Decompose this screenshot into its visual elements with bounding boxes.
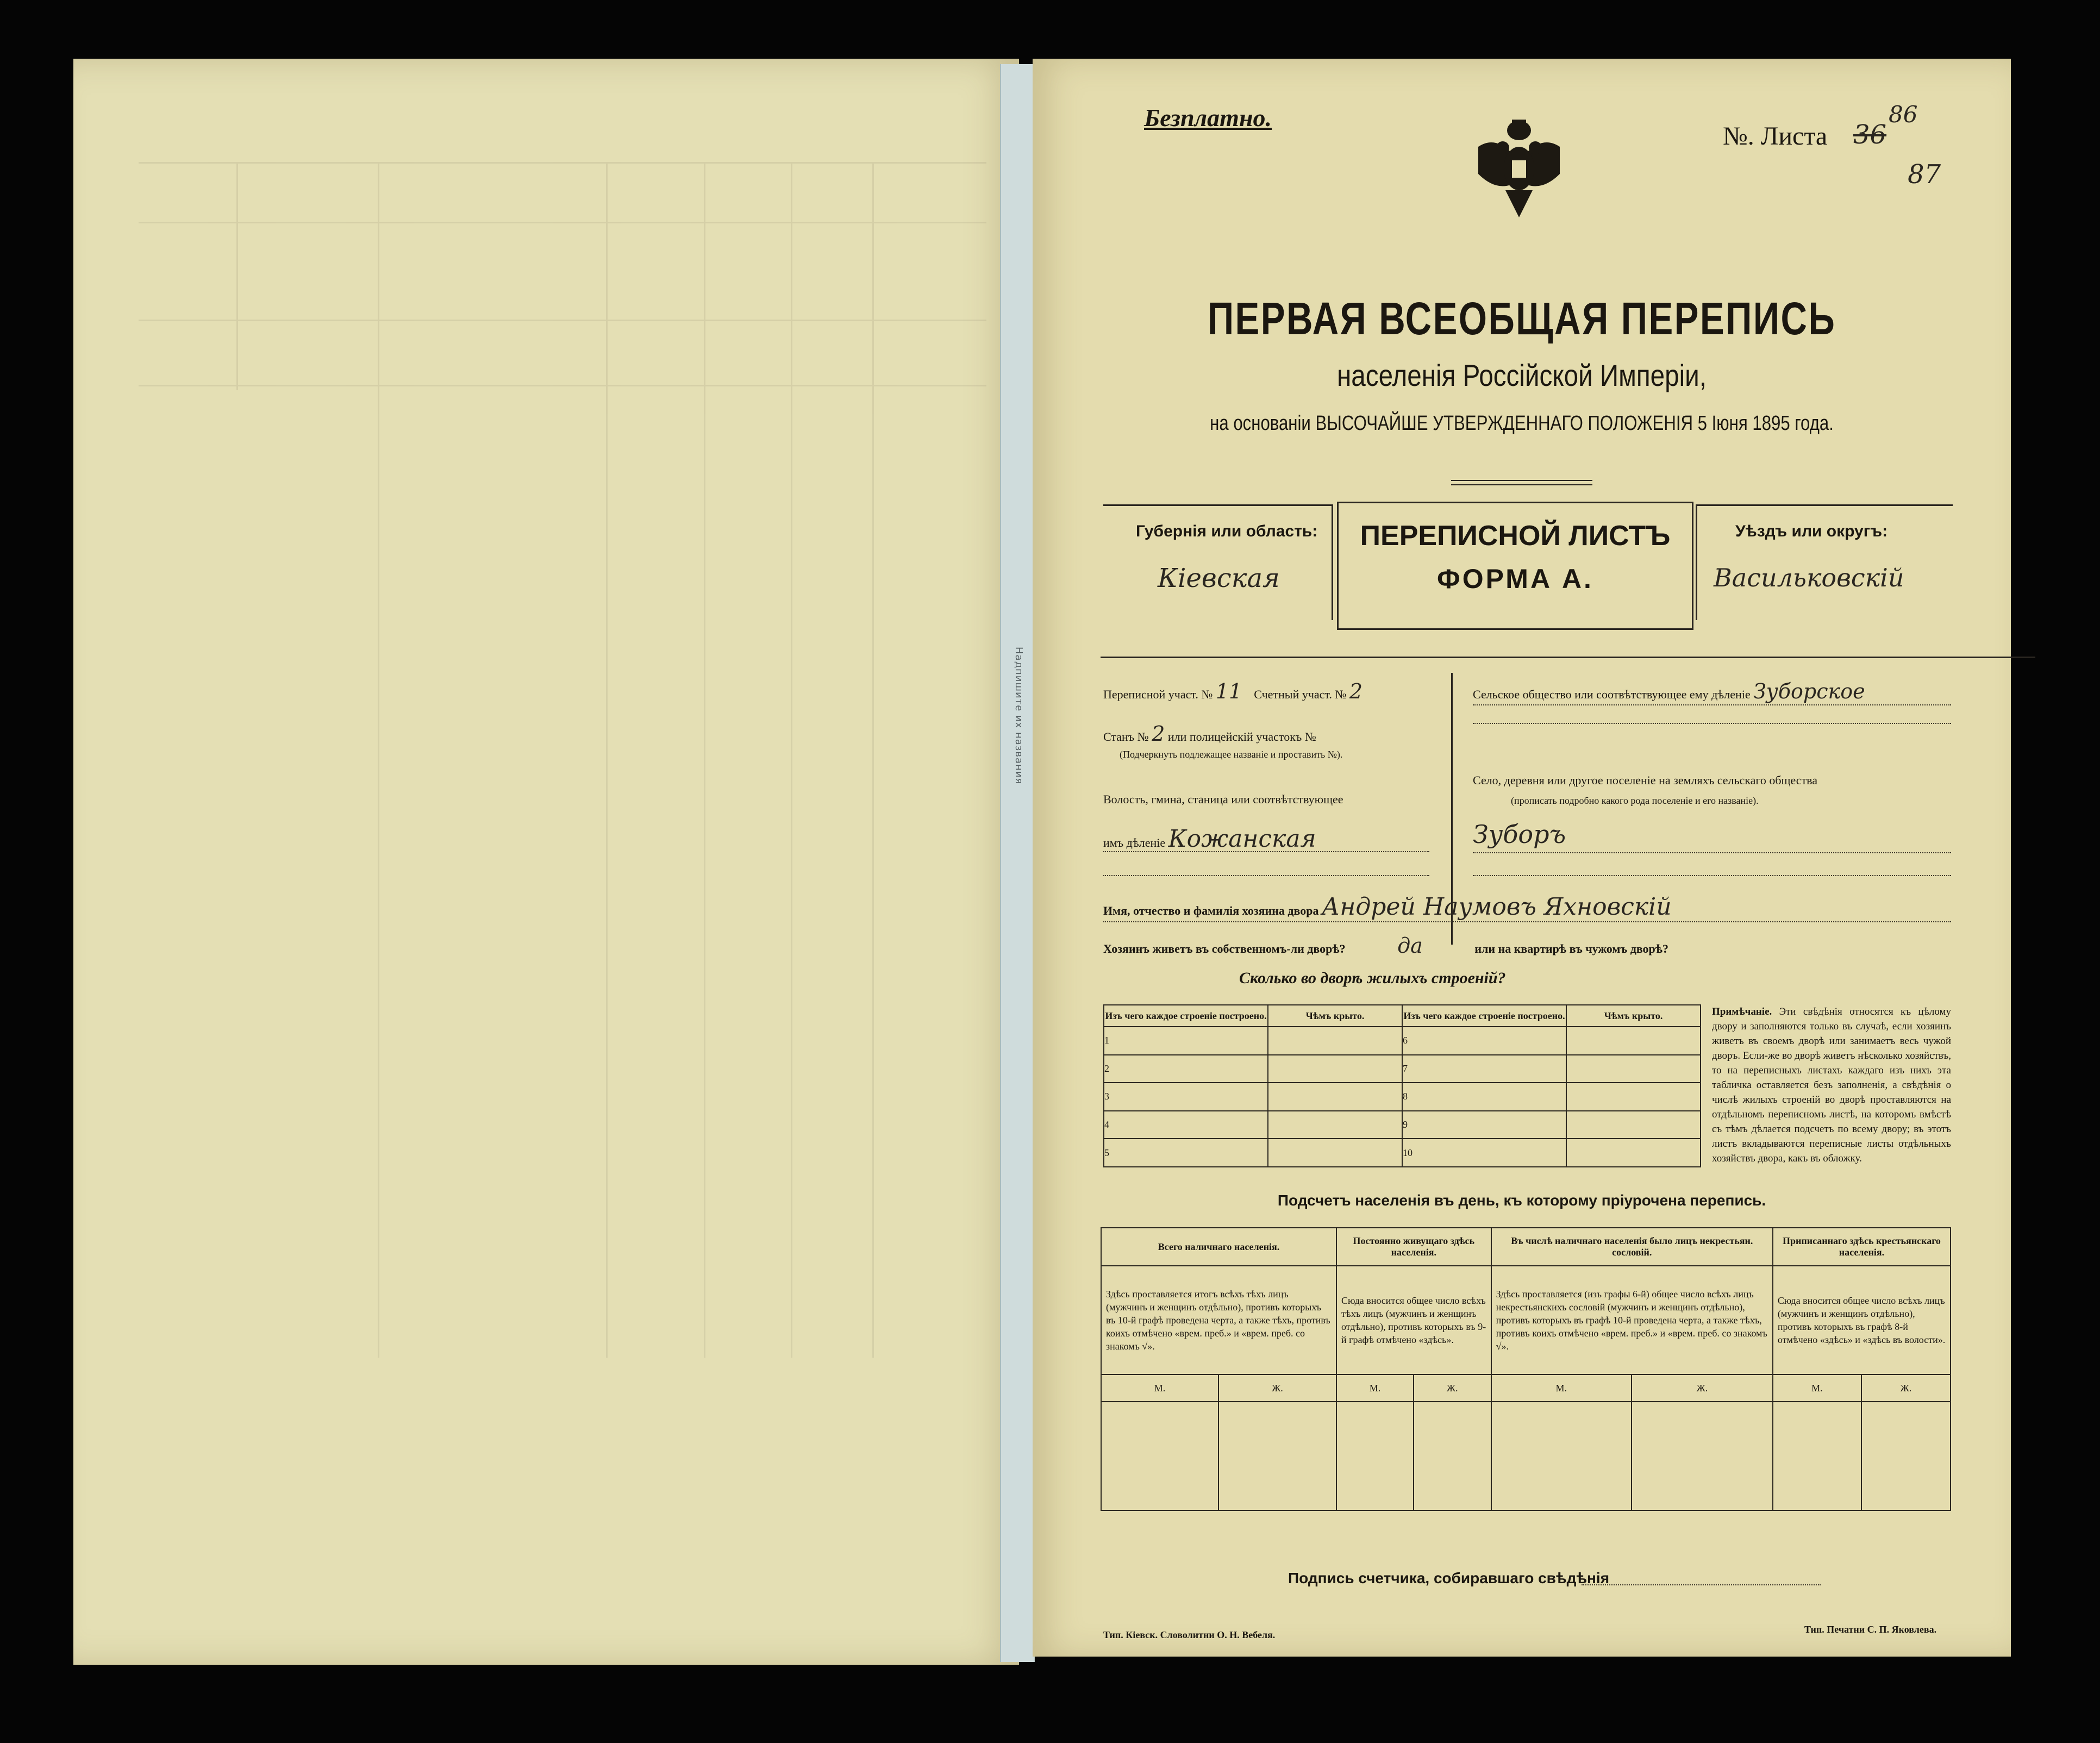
volost-value: Кожанская (1168, 825, 1316, 853)
building-row-6: 6 (1402, 1027, 1566, 1055)
note-text: Эти свѣдѣнія относятся къ цѣлому двору и заполняются только въ случаѣ, если хозяинъ живетъ въ своемъ дворѣ или занимаетъ весь чужой дворъ. Если-же во дворѣ живетъ нѣсколько хозяйствъ, то на переписныхъ листахъ каждаго изъ нихъ эта табличка оставляется безъ заполненія, а свѣдѣнія о числѣ жилыхъ строеній во дворѣ проставляются на отдѣльномъ переписномъ листѣ, на которомъ вмѣстѣ съ тѣмъ дѣлается подсчетъ по всему двору; въ этотъ листъ вкладываются переписные листы отдѣльныхъ хозяйствъ двора, какъ въ обложку. (1712, 1006, 1951, 1164)
count-area-label: Счетный участ. № (1254, 688, 1347, 701)
pop-col-1-desc: Здѣсь проставляется итогъ всѣхъ тѣхъ лицъ (мужчинъ и женщинъ отдѣльно), противъ которыхъ въ 10-й графѣ проведена черта, а также тѣхъ, противъ коихъ отмѣчено «врем. преб.» и «врем. преб. со знакомъ √». (1101, 1266, 1336, 1375)
guberniya-box (1103, 504, 1333, 620)
printer-right: Тип. Печатни С. П. Яковлева. (1804, 1624, 1937, 1635)
uezd-value: Васильковскій (1714, 563, 1904, 592)
sheet-number-value: 36 (1853, 120, 1887, 150)
form-type-subtitle: ФОРМА А. (1437, 564, 1593, 594)
form-subtitle: населенія Россійской Имперіи, (1337, 358, 1707, 392)
volost-label-2: имъ дѣленіе (1103, 836, 1166, 849)
population-heading: Подсчетъ населенія въ день, къ которому пріурочена перепись. (1277, 1192, 1766, 1209)
uezd-label: Уѣздъ или округъ: (1735, 522, 1888, 540)
pop-col-1-title: Всего наличнаго населенія. (1101, 1228, 1336, 1266)
guberniya-value: Кіевская (1158, 563, 1280, 594)
village-value: Зуборъ (1473, 820, 1951, 853)
building-row-5: 5 (1104, 1139, 1268, 1167)
village-label: Село, деревня или другое поселеніе на земляхъ сельскаго общества (1473, 773, 1818, 787)
pop-col-4-m: М. (1773, 1375, 1861, 1402)
sheet-number-correction: 86 (1889, 101, 1918, 128)
pop-col-2-m: М. (1336, 1375, 1414, 1402)
building-row-9: 9 (1402, 1111, 1566, 1139)
pop-col-2-title: Постоянно живущаго здѣсь населенія. (1336, 1228, 1491, 1266)
building-row-8: 8 (1402, 1083, 1566, 1111)
pop-col-3-f: Ж. (1632, 1375, 1773, 1402)
spine-label: Надпишите их названия (1013, 647, 1024, 785)
col-material-left: Изъ чего каждое строеніе построено. (1104, 1005, 1268, 1027)
note-title: Примѣчаніе. (1712, 1006, 1772, 1017)
guberniya-label: Губернія или область: (1136, 522, 1318, 540)
society-blank-line (1473, 722, 1951, 724)
pop-col-4-desc: Сюда вносится общее число всѣхъ лицъ (мужчинъ и женщинъ отдѣльно), противъ которыхъ въ графѣ 8-й отмѣчено «здѣсь» и «здѣсь въ волости». (1773, 1266, 1951, 1375)
owner-name-label: Имя, отчество и фамилія хозяина двора (1103, 904, 1319, 917)
owner-rent-label: или на квартирѣ въ чужомъ дворѣ? (1474, 942, 1668, 955)
col-roof-left: Чѣмъ крыто. (1268, 1005, 1402, 1027)
free-label: Безплатно. (1144, 104, 1272, 132)
building-row-1: 1 (1104, 1027, 1268, 1055)
volost-row (1103, 825, 1429, 852)
sheet-number-label: №. Листа (1723, 122, 1828, 151)
signature-line (1582, 1583, 1821, 1585)
census-area-label: Переписной участ. № (1103, 688, 1213, 701)
village-blank-line (1473, 874, 1951, 876)
pop-col-1-f: Ж. (1218, 1375, 1336, 1402)
building-row-7: 7 (1402, 1055, 1566, 1083)
col-material-right: Изъ чего каждое строеніе построено. (1402, 1005, 1566, 1027)
society-label: Сельское общество или соотвѣтствующее ему дѣленіе (1473, 688, 1751, 701)
bleed-through-lines (73, 59, 1019, 1665)
owner-name-value: Андрей Наумовъ Яхновскій (1322, 893, 1672, 921)
col-roof-right: Чѣмъ крыто. (1566, 1005, 1701, 1027)
buildings-note (1712, 1004, 1951, 1166)
village-note: (прописать подробно какого рода поселеніе и его названіе). (1511, 795, 1759, 806)
buildings-table (1103, 1004, 1701, 1167)
sheet-number-secondary: 87 (1908, 159, 1941, 190)
section-top-rule (1101, 657, 2035, 658)
stan-value: 2 (1152, 722, 1165, 746)
pop-col-3-m: М. (1491, 1375, 1632, 1402)
volost-blank-line (1103, 874, 1429, 876)
owner-name-row (1103, 893, 1951, 922)
pop-col-1-m: М. (1101, 1375, 1218, 1402)
police-label: или полицейскій участокъ № (1167, 730, 1316, 744)
pop-col-3-desc: Здѣсь проставляется (изъ графы 6-й) общее число всѣхъ лицъ некрестьянскихъ сословій (мужчинъ и женщинъ отдѣльно), противъ которыхъ въ графѣ 10-й проведена черта, а также тѣхъ, противъ коихъ отмѣчено «врем. преб.» и «врем. преб. со знакомъ √». (1491, 1266, 1773, 1375)
form-main-title: ПЕРВАЯ ВСЕОБЩАЯ ПЕРЕПИСЬ (1207, 293, 1836, 344)
pop-col-2-f: Ж. (1414, 1375, 1491, 1402)
stan-label: Станъ № (1103, 730, 1149, 744)
society-value: Зуборское (1753, 679, 1865, 703)
volost-label: Волость, гмина, станица или соотвѣтствующее (1103, 792, 1343, 806)
pop-col-4-f: Ж. (1861, 1375, 1951, 1402)
population-table (1101, 1227, 1951, 1511)
buildings-count-label: Сколько во дворѣ жилыхъ строеній? (1239, 969, 1506, 987)
building-row-2: 2 (1104, 1055, 1268, 1083)
census-area-value: 11 (1215, 679, 1242, 703)
printer-left: Тип. Кіевск. Словолитни О. Н. Вебеля. (1103, 1629, 1276, 1640)
owner-lives-label: Хозяинъ живетъ въ собственномъ-ли дворѣ? (1103, 942, 1346, 955)
stan-row (1103, 722, 1440, 746)
owner-lives-value: да (1397, 934, 1423, 958)
count-area-value: 2 (1349, 679, 1363, 703)
left-page (73, 59, 1019, 1665)
form-legal-basis: на основаніи ВЫСОЧАЙШЕ УТВЕРЖДЕННАГО ПОЛОЖЕНІЯ 5 Іюня 1895 года. (1210, 412, 1834, 435)
owner-lives-row (1103, 934, 1951, 958)
imperial-eagle-emblem (1462, 109, 1576, 223)
form-type-box (1337, 502, 1693, 630)
stan-note: (Подчеркнуть подлежащее названіе и проставить №). (1120, 749, 1343, 760)
pop-col-2-desc: Сюда вносится общее число всѣхъ тѣхъ лицъ (мужчинъ и женщинъ отдѣльно), противъ которыхъ въ 9-й графѣ отмѣчено «здѣсь». (1336, 1266, 1491, 1375)
census-form-page (1033, 59, 2011, 1657)
form-type-title: ПЕРЕПИСНОЙ ЛИСТЪ (1360, 520, 1671, 552)
decorative-divider (1451, 480, 1592, 485)
building-row-4: 4 (1104, 1111, 1268, 1139)
uezd-box (1696, 504, 1953, 620)
building-row-3: 3 (1104, 1083, 1268, 1111)
pop-col-4-title: Приписаннаго здѣсь крестьянскаго населенія. (1773, 1228, 1951, 1266)
building-row-10: 10 (1402, 1139, 1566, 1167)
signature-label: Подпись счетчика, собиравшаго свѣдѣнія (1288, 1570, 1610, 1586)
society-row (1473, 679, 1951, 705)
pop-col-3-title: Въ числѣ наличнаго населенія было лицъ некрестьян. сословій. (1491, 1228, 1773, 1266)
census-area-row (1103, 679, 1440, 703)
